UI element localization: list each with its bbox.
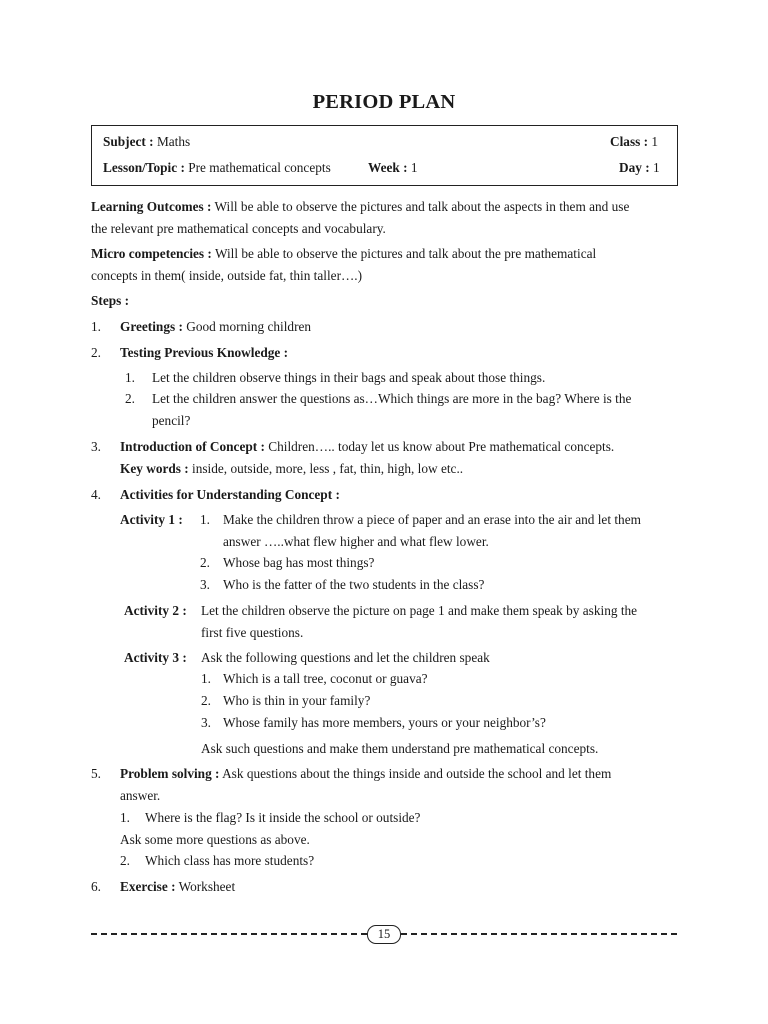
lesson-label: Lesson/Topic :	[103, 160, 185, 175]
list-number: 1.	[201, 671, 211, 686]
week-value: 1	[410, 160, 418, 175]
subject-field	[103, 134, 190, 150]
step-text: Good morning children	[186, 319, 312, 334]
step-text-cont: answer.	[120, 788, 161, 803]
activity-3-label: Activity 3 :	[124, 650, 187, 665]
step-text-mid: Ask some more questions as above.	[120, 832, 310, 847]
class-value: 1	[651, 134, 659, 149]
list-item: Whose family has more members, yours or your neighbor’s?	[223, 715, 546, 730]
week-field	[368, 160, 418, 176]
activity-3-closing: Ask such questions and make them understand pre mathematical concepts.	[201, 741, 599, 756]
day-label: Day :	[619, 160, 650, 175]
subject-value: Maths	[156, 134, 191, 149]
list-item: Which is a tall tree, coconut or guava?	[223, 671, 428, 686]
step-number: 6.	[91, 879, 101, 894]
micro-competencies	[91, 246, 596, 262]
steps-heading: Steps :	[91, 293, 130, 308]
class-field	[610, 134, 658, 150]
step-number: 2.	[91, 345, 101, 360]
step-activities-label: Activities for Understanding Concept :	[120, 487, 340, 502]
micro-competencies-line2: concepts in them( inside, outside fat, thin taller….)	[91, 268, 363, 283]
step-number: 4.	[91, 487, 101, 502]
list-item-cont: answer …..what flew higher and what flew lower.	[223, 534, 489, 549]
activity-2-text-cont: first five questions.	[201, 625, 304, 640]
class-label: Class :	[610, 134, 649, 149]
list-item: Which class has more students?	[145, 853, 315, 868]
activity-1-label: Activity 1 :	[120, 512, 183, 527]
step-number: 1.	[91, 319, 101, 334]
step-introduction	[120, 439, 614, 455]
list-item: Let the children observe things in their bags and speak about those things.	[152, 370, 546, 385]
step-label: Introduction of Concept :	[120, 439, 265, 454]
learning-outcomes	[91, 199, 629, 215]
list-item-cont: pencil?	[152, 413, 191, 428]
list-item: Whose bag has most things?	[223, 555, 375, 570]
lesson-field	[103, 160, 331, 176]
step-testing-label: Testing Previous Knowledge :	[120, 345, 289, 360]
micro-competencies-text: Will be able to observe the pictures and talk about the pre mathematical	[214, 246, 597, 261]
lesson-value: Pre mathematical concepts	[188, 160, 331, 175]
list-number: 2.	[120, 853, 130, 868]
list-number: 2.	[201, 693, 211, 708]
day-value: 1	[652, 160, 660, 175]
list-number: 2.	[125, 391, 135, 406]
day-field	[619, 160, 660, 176]
list-item: Where is the flag? Is it inside the school or outside?	[145, 810, 421, 825]
page-number: 15	[367, 925, 401, 944]
list-item: Let the children answer the questions as…Which things are more in the bag? Where is the	[152, 391, 632, 406]
step-text: Worksheet	[178, 879, 236, 894]
step-label: Problem solving :	[120, 766, 220, 781]
step-problem-solving	[120, 766, 611, 782]
learning-outcomes-line2: the relevant pre mathematical concepts and vocabulary.	[91, 221, 386, 236]
step-number: 5.	[91, 766, 101, 781]
learning-outcomes-text: Will be able to observe the pictures and talk about the aspects in them and use	[214, 199, 630, 214]
activity-2-text: Let the children observe the picture on page 1 and make them speak by asking the	[201, 603, 638, 618]
micro-competencies-label: Micro competencies :	[91, 246, 212, 261]
list-number: 3.	[200, 577, 210, 592]
list-item: Make the children throw a piece of paper and an erase into the air and let them	[223, 512, 641, 527]
list-number: 1.	[125, 370, 135, 385]
step-text: Ask questions about the things inside and outside the school and let them	[222, 766, 612, 781]
footer-divider-right	[401, 933, 677, 935]
key-words-label: Key words :	[120, 461, 189, 476]
step-label: Greetings :	[120, 319, 183, 334]
list-item: Who is the fatter of the two students in the class?	[223, 577, 485, 592]
activity-2-label: Activity 2 :	[124, 603, 187, 618]
page-title: PERIOD PLAN	[312, 91, 456, 113]
step-number: 3.	[91, 439, 101, 454]
step-greetings	[120, 319, 311, 335]
step-text: Children….. today let us know about Pre mathematical concepts.	[268, 439, 615, 454]
key-words-text: inside, outside, more, less , fat, thin, high, low etc..	[192, 461, 464, 476]
list-number: 2.	[200, 555, 210, 570]
list-number: 1.	[200, 512, 210, 527]
key-words	[120, 461, 463, 477]
list-number: 1.	[120, 810, 130, 825]
step-label: Exercise :	[120, 879, 176, 894]
footer-divider-left	[91, 933, 367, 935]
activity-3-text: Ask the following questions and let the children speak	[201, 650, 490, 665]
subject-label: Subject :	[103, 134, 154, 149]
step-exercise	[120, 879, 235, 895]
week-label: Week :	[368, 160, 408, 175]
learning-outcomes-label: Learning Outcomes :	[91, 199, 212, 214]
list-item: Who is thin in your family?	[223, 693, 371, 708]
list-number: 3.	[201, 715, 211, 730]
